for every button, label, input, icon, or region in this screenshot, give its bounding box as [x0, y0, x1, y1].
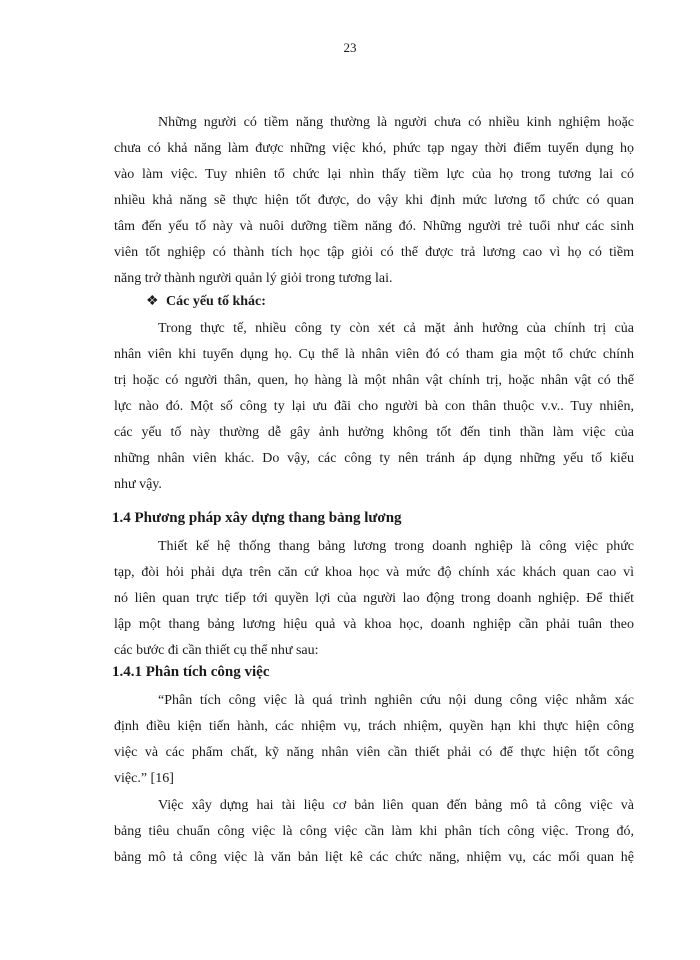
paragraph-line: tâm đến yếu tố này và nuôi dưỡng tiềm năng đó. Những người trẻ tuổi như các sinh — [114, 219, 634, 234]
diamond-bullet-icon: ❖ — [146, 294, 159, 309]
page-number: 23 — [343, 40, 357, 55]
paragraph-line: việc và các phẩm chất, kỹ năng nhân viên cần thiết phải có để thực hiện tốt công — [114, 745, 634, 760]
paragraph-line: “Phân tích công việc là quá trình nghiên cứu nội dung công việc nhằm xác — [158, 693, 634, 708]
paragraph-line: các yếu tố này thường dễ gây ảnh hưởng không tốt đến tinh thần làm việc của — [114, 425, 634, 440]
paragraph-line: nó liên quan trực tiếp tới quyền lợi của người lao động trong doanh nghiệp. Để thiết — [114, 591, 634, 606]
subsection-heading: 1.4.1 Phân tích công việc — [112, 664, 270, 680]
paragraph-line: nhiều khả năng sẽ thực hiện tốt được, do vậy khi định mức lương tổ chức có quan — [114, 193, 634, 208]
paragraph-line: định điều kiện tiến hành, các nhiệm vụ, trách nhiệm, quyền hạn khi thực hiện công — [114, 719, 634, 734]
paragraph-line: như vậy. — [114, 477, 162, 492]
paragraph-line: tạp, đòi hỏi phải dựa trên căn cứ khoa học và mức độ chính xác khách quan cao vì — [114, 565, 634, 580]
paragraph-line: bảng tiêu chuẩn công việc là công việc cần làm khi phân tích công việc. Trong đó, — [114, 824, 634, 839]
paragraph-line: vào làm việc. Tuy nhiên tổ chức lại nhìn thấy tiềm lực của họ trong tương lai có — [114, 167, 634, 182]
paragraph-line: bảng mô tả công việc là văn bản liệt kê các chức năng, nhiệm vụ, các mối quan hệ — [114, 850, 634, 865]
section-heading: 1.4 Phương pháp xây dựng thang bảng lương — [112, 510, 402, 526]
paragraph-line: chưa có khả năng làm được những việc khó, phức tạp ngay thời điểm tuyển dụng họ — [114, 141, 634, 156]
paragraph-line: nhân viên khi tuyển dụng họ. Cụ thể là nhân viên đó có tham gia một tổ chức chính — [114, 347, 634, 362]
bullet-heading — [146, 293, 266, 310]
paragraph-line: lập một thang bảng lương hiệu quả và khoa học, doanh nghiệp cần phải tuân theo — [114, 617, 634, 632]
paragraph-line: Những người có tiềm năng thường là người chưa có nhiều kinh nghiệm hoặc — [158, 115, 634, 130]
paragraph-line: năng trở thành người quản lý giỏi trong tương lai. — [114, 271, 393, 286]
bullet-text: Các yếu tố khác: — [166, 294, 266, 309]
paragraph-line: lực nào đó. Một số công ty lại ưu đãi cho người bà con thân thuộc v.v.. Tuy nhiên, — [114, 399, 634, 414]
paragraph-line: việc.” [16] — [114, 771, 174, 786]
paragraph-line: Trong thực tế, nhiều công ty còn xét cả mặt ảnh hưởng của chính trị của — [158, 321, 634, 336]
paragraph-line: các bước đi cần thiết cụ thể như sau: — [114, 643, 319, 658]
paragraph-line: Thiết kế hệ thống thang bảng lương trong doanh nghiệp là công việc phức — [158, 539, 634, 554]
paragraph-line: trị hoặc có người thân, quen, họ hàng là một nhân vật chính trị, hoặc nhân vật có thể — [114, 373, 634, 388]
paragraph-line: viên tốt nghiệp có thành tích học tập giỏi có thể được trả lương cao vì họ có tiềm — [114, 245, 634, 260]
paragraph-line: những nhân viên khác. Do vậy, các công ty nên tránh áp dụng những yếu tố kiểu — [114, 451, 634, 466]
paragraph-line: Việc xây dựng hai tài liệu cơ bản liên quan đến bảng mô tả công việc và — [158, 798, 634, 813]
